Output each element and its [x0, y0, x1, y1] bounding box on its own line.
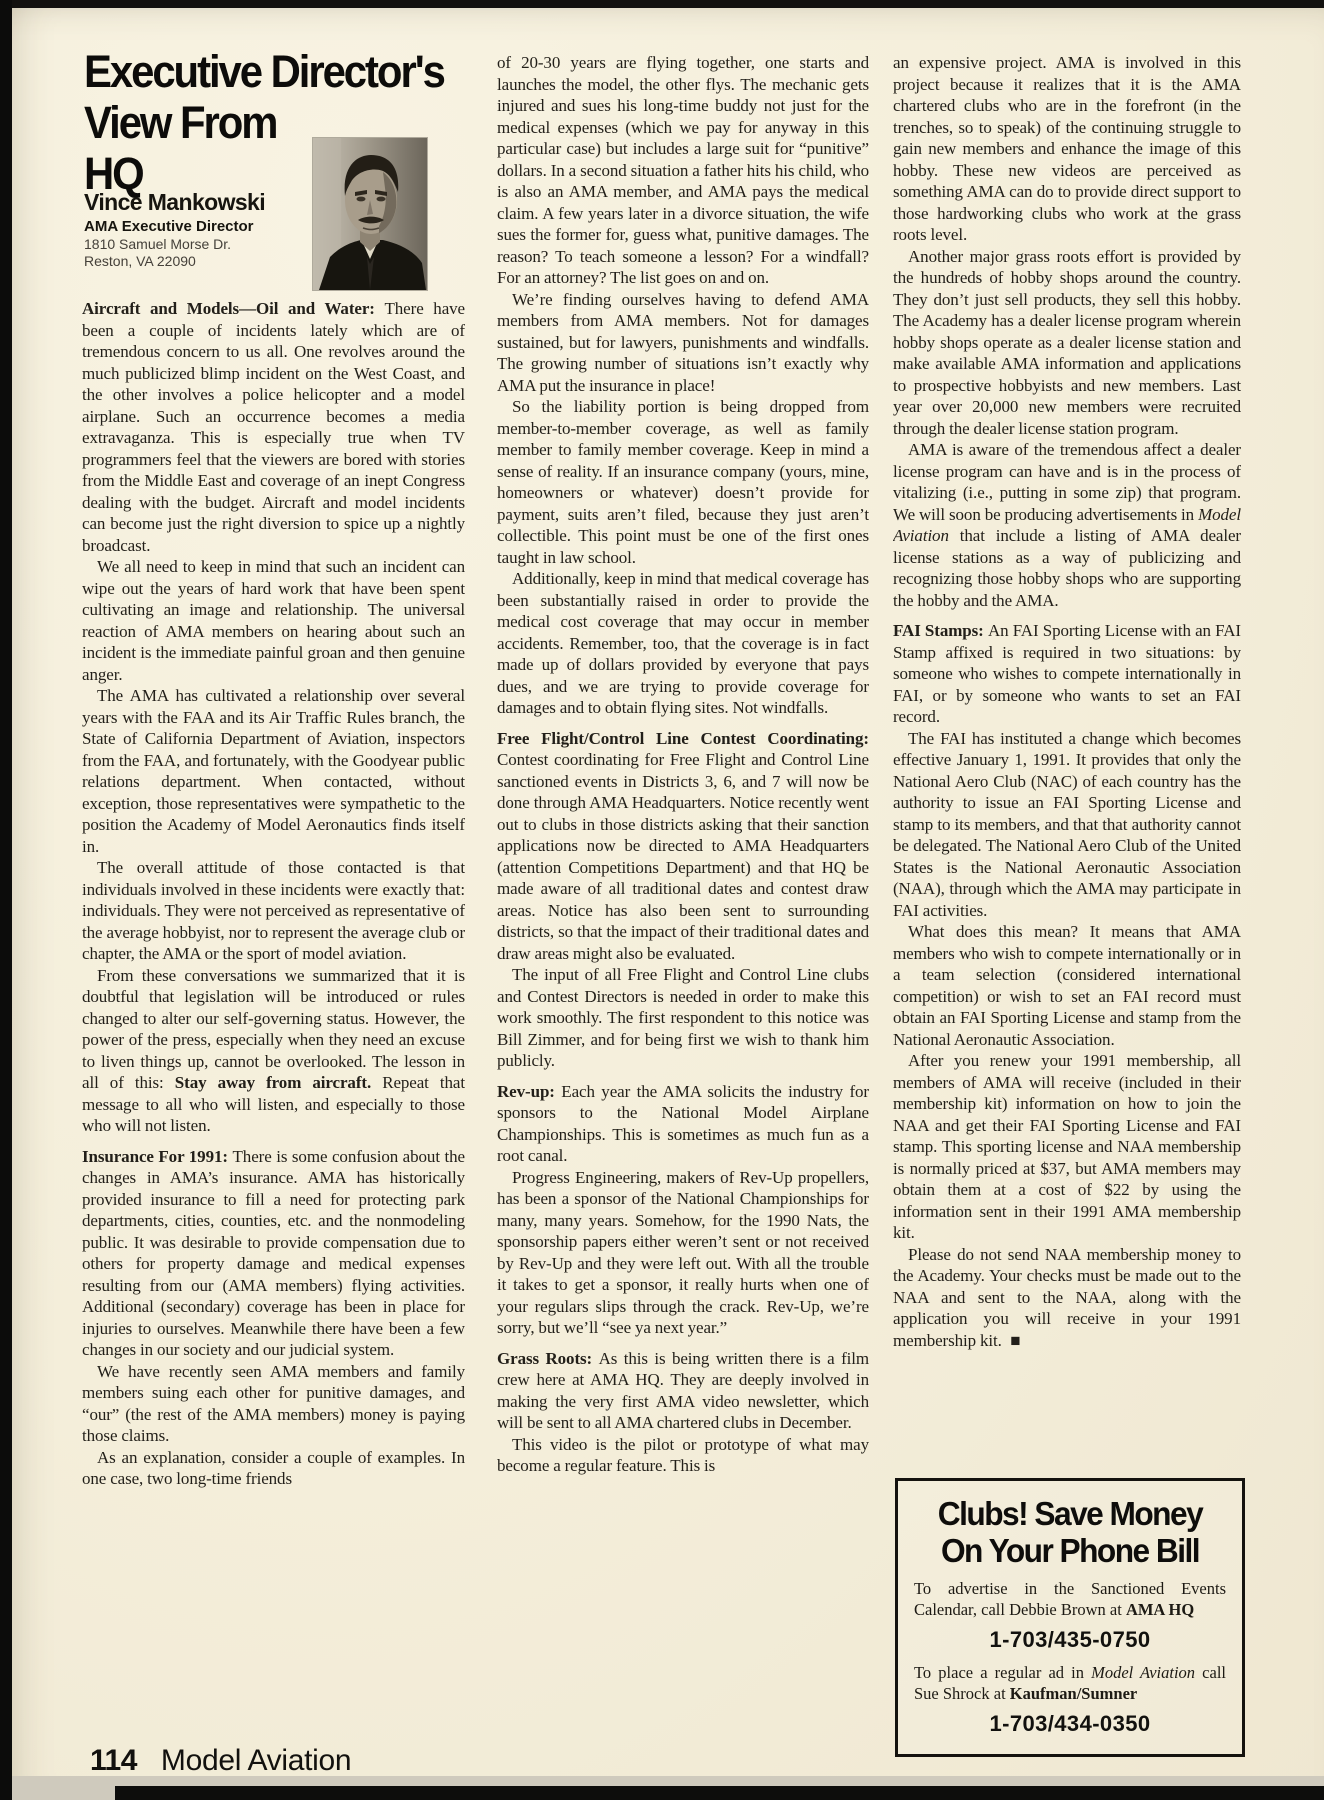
- text-segment: There is some confusion about the changes in AMA’s insurance. AMA has historically provided insurance to fill a need for protecting park departments, cities, counties, etc. and the nonmodeling public. It was desirable to provide compensation due to others for property damage and medical expenses resulting from our (AMA members) flying activities. Additional (secondary) coverage has been in place for injuries to ourselves. Meanwhile there have been a few changes in our society and our judicial system.: [82, 1146, 465, 1359]
- ad-text-2: [914, 1663, 1226, 1704]
- text-segment: The overall attitude of those contacted is that individuals involved in these incidents were exactly that: individuals. They were not perceived as representative of the average hobbyist, nor to represent the average club or chapter, the AMA or the sport of model aviation.: [82, 858, 465, 963]
- text-segment: We have recently seen AMA members and family members suing each other for punitive damages, and “our” (the rest of the AMA members) money is paying those claims.: [82, 1361, 465, 1445]
- text-segment: An FAI Sporting License with an FAI Stamp affixed is required in two situations: by someone who wishes to compete internationally in FAI, or by someone who wants to set an FAI record.: [893, 621, 1241, 726]
- text-segment: Additionally, keep in mind that medical coverage has been substantially raised in order to provide the medical cost coverage that may occur in member accidents. Remember, too, that the coverage is in fact made up of dollars provided by everyone that pays dues, and we are trying to provide coverage for damages and to obtain flying sites. Not windfalls.: [497, 569, 869, 717]
- paragraph: [82, 857, 465, 965]
- text-segment: From these conversations we summarized that it is doubtful that legislation will be introduced or rules changed to alter our self-governing status. However, the power of the press, especially when they need an excuse to liven things up, cannot be overlooked. The lesson in all of this:: [82, 965, 465, 1092]
- author-address-line-1: 1810 Samuel Morse Dr.: [84, 236, 232, 252]
- scan-edge-top: [0, 0, 1324, 8]
- paragraph: [893, 620, 1241, 728]
- paragraph: [497, 52, 869, 289]
- title-line: HQ: [84, 148, 143, 199]
- paragraph: [82, 556, 465, 685]
- text-segment: Grass Roots:: [497, 1348, 599, 1368]
- text-segment: Insurance For 1991:: [82, 1146, 233, 1166]
- author-name: Vince Mankowski: [84, 189, 266, 215]
- ad-headline-line: Clubs! Save Money: [937, 1495, 1203, 1532]
- text-segment: The FAI has instituted a change which becomes effective January 1, 1991. It provides that only the National Aero Club (NAC) of each country has the authority to issue an FAI Sporting License and stamp to its members, and that that authority cannot be delegated. The National Aero Club of the United States is the National Aeronautic Association (NAA), through which the AMA may participate in FAI activities.: [893, 728, 1241, 920]
- paragraph: [893, 246, 1241, 440]
- text-segment: Model Aviation: [1091, 1663, 1196, 1682]
- title-line: Executive Director's: [84, 46, 444, 97]
- paragraph: [497, 1081, 869, 1167]
- text-segment: Model Aviation: [893, 504, 1241, 545]
- text-segment: We’re finding ourselves having to defend AMA members from AMA members. Not for damages sustained, but for lawyers, punishments and windfalls. The growing number of situations isn’t exactly why AMA put the insurance in place!: [497, 289, 869, 395]
- text-segment: The AMA has cultivated a relationship over several years with the FAA and its Air Traffic Rules branch, the State of California Department of Aviation, inspectors from the FAA, and fortunately, with the Goodyear public relations department. When contacted, without exception, those representatives were sympathetic to the position the Academy of Model Aeronautics finds itself in.: [82, 686, 465, 856]
- text-segment: As this is being written there is a film crew here at AMA HQ. They are deeply involved in making the very first AMA video newsletter, which will be sent to all AMA chartered clubs in December.: [497, 1348, 869, 1432]
- paragraph: [893, 1244, 1241, 1352]
- text-segment: Rev-up:: [497, 1081, 562, 1101]
- author-address-line-2: Reston, VA 22090: [84, 253, 196, 269]
- text-segment: Please do not send NAA membership money to the Academy. Your checks must be made out to the NAA and sent to the NAA, along with the application you will receive in your 1991 membership kit.: [893, 1244, 1241, 1350]
- paragraph: [497, 396, 869, 568]
- paragraph: [497, 289, 869, 397]
- ad-text-1: [914, 1579, 1226, 1620]
- magazine-name: Model Aviation: [160, 1744, 352, 1777]
- text-segment: Progress Engineering, makers of Rev-Up propellers, has been a sponsor of the National Championships for many, many years. Somehow, for the 1990 Nats, the sponsorship papers either weren’t sent or not received by Rev-Up and they were left out. With all the trouble it takes to get a sponsor, it really hurts when one of your regulars slips through the crack. Rev-Up, we’re sorry, but we’ll “see ya next year.”: [497, 1167, 869, 1337]
- text-segment: So the liability portion is being dropped from member-to-member coverage, as well as family member to family member coverage. Keep in mind a sense of reality. If an insurance company (yours, mine, homeowners or whatever) doesn’t provide for payment, suits aren’t filed, because they just aren’t collectible. This point must be one of the first ones taught in law school.: [497, 397, 869, 567]
- text-segment: This video is the pilot or prototype of what may become a regular feature. This is: [497, 1434, 869, 1475]
- paragraph: [497, 1167, 869, 1339]
- text-segment: AMA is aware of the tremendous affect a dealer license program can have and is in the process of vitalizing (i.e., putting in some zip) that program. We will soon be producing advertisements in: [893, 440, 1241, 524]
- paragraph: [82, 298, 465, 556]
- paragraph: [893, 728, 1241, 922]
- ad-phone-2: 1-703/434-0350: [989, 1711, 1151, 1736]
- text-segment: call Sue Shrock at: [914, 1663, 1226, 1703]
- text-segment: ■: [1010, 1330, 1021, 1350]
- text-segment: There have been a couple of incidents lately which are of tremendous concern to us all. One revolves around the much publicized blimp incident on the West Coast, and the other involves a police helicopter and a model airplane. Such an occurrence becomes a media extravaganza. This is especially true when TV programmers feel that the viewers are bored with stories from the Middle East and coverage of an inept Congress dealing with the budget. Aircraft and model incidents can become just the right diversion to spice up a nightly broadcast.: [82, 299, 465, 555]
- text-segment: that include a listing of AMA dealer license stations as a way of publicizing and recognizing those hobby shops who are supporting the hobby and the AMA.: [893, 526, 1241, 610]
- paragraph: [82, 685, 465, 857]
- text-segment: an expensive project. AMA is involved in this project because it realizes that it is the AMA chartered clubs who are in the forefront (in the trenches, so to speak) of the continuing struggle to gain new members and enhance the image of this hobby. These new videos are perceived as something AMA can do to provide direct support to those hardworking clubs who work at the grass roots level.: [893, 53, 1241, 244]
- text-segment: We all need to keep in mind that such an incident can wipe out the years of hard work that have been spent cultivating an image and relationship. The universal reaction of AMA members on hearing about such an incident is the immediate painful groan and then genuine anger.: [82, 557, 465, 684]
- paragraph: [497, 728, 869, 965]
- text-segment: of 20-30 years are flying together, one starts and launches the model, the other flys. The mechanic gets injured and sues his long-time buddy not just for the medical expenses (which we pay for anyway in this particular case) but includes a large suit for “punitive” dollars. In a second situation a father hits his child, who is also an AMA member, and AMA pays the medical claim. A few years later in a divorce situation, the wife sues the former for, guess what, punitive damages. The reason? To teach someone a lesson? For a windfall? For an attorney? The list goes on and on.: [497, 53, 869, 287]
- portrait-illustration: [313, 138, 427, 290]
- paragraph: [82, 1146, 465, 1361]
- page-footer: [90, 1744, 351, 1778]
- column-2: [497, 52, 869, 1742]
- ad-headline: [920, 1495, 1220, 1569]
- byline: [84, 189, 265, 270]
- text-segment: AMA HQ: [1125, 1599, 1195, 1619]
- text-segment: Contest coordinating for Free Flight and Control Line sanctioned events in Districts 3, 6, and 7 will now be done through AMA Headquarters. Notice recently went out to clubs in those districts asking that their sanction applications now be directed to AMA Headquarters (attention Competitions Department) and that HQ be made aware of all traditional dates and contest draw areas. Notice has also been sent to surrounding districts, so that the impact of their traditional dates and draw areas might also be evaluated.: [497, 750, 869, 963]
- paragraph: [497, 1348, 869, 1434]
- text-segment: Kaufman/Sumner: [1009, 1683, 1138, 1703]
- text-segment: Another major grass roots effort is provided by the hundreds of hobby shops around the country. They don’t just sell products, they sell this hobby. The Academy has a dealer license program wherein hobby shops operate as a dealer license station and make available AMA information and applications to prospective hobbyists and new members. Last year over 20,000 new members were recruited through the dealer license station program.: [893, 246, 1241, 438]
- text-segment: To advertise in the Sanctioned Events Calendar, call Debbie Brown at: [914, 1579, 1226, 1619]
- author-portrait-photo: [313, 138, 427, 290]
- ad-phone-1: 1-703/435-0750: [989, 1627, 1151, 1652]
- text-segment: Free Flight/Control Line Contest Coordinating:: [497, 728, 869, 748]
- ad-headline-line: On Your Phone Bill: [940, 1532, 1200, 1569]
- paragraph: [82, 965, 465, 1137]
- paragraph: [893, 52, 1241, 246]
- paragraph: [893, 439, 1241, 611]
- paragraph: [893, 1050, 1241, 1244]
- text-segment: Stay away from aircraft.: [174, 1073, 372, 1092]
- text-segment: FAI Stamps:: [893, 621, 988, 640]
- paragraph: [497, 568, 869, 719]
- text-segment: To place a regular ad in: [914, 1663, 1092, 1682]
- paragraph: [497, 1434, 869, 1477]
- text-segment: After you renew your 1991 membership, all members of AMA will receive (included in their membership kit) information on how to join the NAA and get their FAI Sporting License and FAI stamp. This sporting license and NAA membership is normally priced at $37, but AMA members may obtain them at a cost of $22 by using the information sent in their 1991 AMA membership kit.: [893, 1051, 1241, 1242]
- text-segment: What does this mean? It means that AMA members who wish to compete internationally or in a team selection (considered international competition) or wish to set an FAI record must obtain an FAI Sporting License and stamp from the National Aeronautic Association.: [893, 922, 1241, 1049]
- paragraph: [82, 1361, 465, 1447]
- scan-edge-left: [0, 0, 12, 1800]
- column-3: [893, 52, 1241, 1472]
- text-segment: The input of all Free Flight and Control Line clubs and Contest Directors is needed in order to make this work smoothly. The first respondent to this notice was Bill Zimmer, and for being first we wish to thank him publicly.: [497, 965, 869, 1070]
- page-number: 114: [90, 1744, 137, 1777]
- paragraph: [497, 964, 869, 1072]
- text-segment: Repeat that message to all who will listen, and especially to those who will not listen.: [82, 1073, 465, 1135]
- paragraph: [82, 1447, 465, 1490]
- phone-ad-box: [895, 1478, 1245, 1757]
- paragraph: [893, 921, 1241, 1050]
- text-segment: Each year the AMA solicits the industry for sponsors to the National Model Airplane Championships. This is sometimes as much fun as a root canal.: [497, 1081, 869, 1165]
- title-line: View From: [84, 97, 277, 148]
- scan-edge-bottom-black: [115, 1786, 1324, 1800]
- text-segment: As an explanation, consider a couple of examples. In one case, two long-time friends: [82, 1447, 465, 1488]
- text-segment: Aircraft and Models—Oil and Water:: [82, 299, 385, 318]
- column-1: [82, 298, 465, 1760]
- author-title: AMA Executive Director: [84, 218, 254, 235]
